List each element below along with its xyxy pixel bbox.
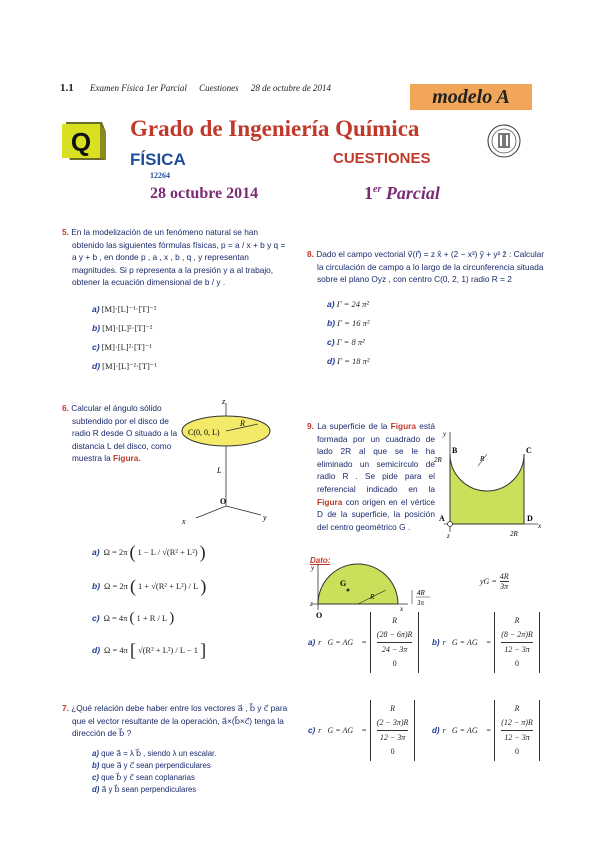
- kind-title: CUESTIONES: [333, 150, 431, 167]
- q9-text-a: La superficie de la: [317, 421, 388, 431]
- partial-sup: er: [373, 184, 382, 195]
- q8-option-c[interactable]: c) Γ = 8 π²: [327, 336, 365, 347]
- university-seal-icon: [487, 124, 521, 163]
- q9-option-b[interactable]: b) r⃗G = AG⃗ = R (8 − 2π)R 12 − 3π 0: [432, 612, 540, 673]
- date-line: 28 de octubre de 2014: [250, 83, 332, 93]
- q6-axis-y: y: [263, 513, 267, 522]
- q8-text: Dado el campo vectorial v⃗(r⃗) = z x̂ + (2 − x³) ŷ + y² ẑ : Calcular la circulación de campo a lo largo de la circunferencia situada sobre el plano Oyz , con centro C(0, 2, 1) radio R = 2: [316, 249, 545, 285]
- q6-figura-word: Figura.: [113, 453, 141, 464]
- q6-option-b[interactable]: b) Ω = 2π ( 1 + √(R² + L²) / L ): [92, 575, 207, 596]
- exam-date: 28 octubre 2014: [150, 185, 259, 202]
- q8-option-d[interactable]: d) Γ = 18 π²: [327, 355, 370, 366]
- partial-word: Parcial: [385, 183, 440, 203]
- model-badge: [410, 84, 532, 110]
- q6-option-c[interactable]: c) Ω = 4π ( 1 + R / L ): [92, 609, 175, 626]
- section-label: Cuestiones: [199, 83, 239, 93]
- dato-dim-den: 3π: [417, 599, 425, 607]
- q6-text: Calcular el ángulo sólido subtendido por el disco de radio R desde O situado a la distancia L del disco, como muestra la: [71, 403, 178, 464]
- q9-text-c: con origen en el vértice D de la superficie, la posición del centro geométrico G .: [317, 496, 435, 532]
- q6-radius-label: R: [240, 419, 245, 428]
- q7-number: 7.: [62, 703, 69, 713]
- dato-label: Dato:: [310, 556, 331, 565]
- dato-axis-y: y: [311, 564, 315, 572]
- q5-option-d[interactable]: d) [M]·[L]⁻²·[T]⁻¹: [92, 360, 157, 371]
- q5-option-a[interactable]: a) [M]·[L]⁻¹·[T]⁻²: [92, 303, 157, 314]
- q5-option-c[interactable]: c) [M]·[L]²·[T]⁻¹: [92, 341, 152, 352]
- q9-option-d[interactable]: d) r⃗G = AG⃗ = R (12 − π)R 12 − 3π 0: [432, 700, 540, 761]
- partial-title: [364, 183, 440, 204]
- q7-option-a[interactable]: a) que a⃗ = λ b⃗ , siendo λ un escalar.: [92, 748, 217, 758]
- subject-title: FÍSICA: [130, 150, 186, 169]
- q9-2R-bottom: 2R: [510, 530, 518, 538]
- dato-R: R: [370, 593, 375, 601]
- question-8: [307, 248, 547, 367]
- q9-vertex-C: C: [526, 446, 532, 455]
- q8-option-a[interactable]: a) Γ = 24 π²: [327, 298, 369, 309]
- q6-axis-x: x: [182, 517, 186, 526]
- q9-figure: [430, 428, 545, 548]
- dato-yG-label: yG =: [480, 577, 497, 586]
- exam-line: Examen Física 1er Parcial: [90, 83, 187, 93]
- question-5: [62, 226, 292, 372]
- dato-G: G: [340, 579, 347, 588]
- q9-number: 9.: [307, 421, 314, 431]
- q5-option-b[interactable]: b) [M]·[L]²·[T]⁻²: [92, 322, 153, 333]
- q9-text-b: está formada por un cuadrado de lado 2R al que se le ha eliminado un semicírculo de radio R . Se pide para el referencial indicado en la: [317, 421, 435, 494]
- q9-figura-word-2: Figura: [317, 496, 343, 507]
- q9-axis-y: y: [443, 430, 447, 438]
- degree-title: Grado de Ingeniería Química: [130, 116, 420, 141]
- q9-option-c[interactable]: c) r⃗G = AG⃗ = R (2 − 3π)R 12 − 3π 0: [308, 700, 415, 761]
- q6-center-label: C(0, 0, L): [188, 428, 220, 437]
- partial-num: 1: [364, 183, 373, 203]
- dato-axis-x: x: [400, 605, 404, 613]
- question-7: [62, 702, 298, 796]
- q6-origin-label: O: [220, 497, 227, 506]
- dato-yG-num: 4R: [499, 572, 509, 581]
- model-label: modelo A: [432, 86, 510, 108]
- q5-number: 5.: [62, 227, 69, 237]
- q9-shape: [450, 454, 524, 524]
- q7-option-b[interactable]: b) que a⃗ y c⃗ sean perpendiculares: [92, 760, 211, 770]
- q5-text: En la modelización de un fenómeno natural se han obtenido las siguientes fórmulas físicas, p = a / x + b y q = a y + b , en donde p , a , x , b , q , y representan magnitudes. Si p representa a la presión y a al trabajo, obtener la ecuación dimensional de b / y .: [71, 227, 286, 288]
- q8-number: 8.: [307, 249, 314, 259]
- q6-figure: [176, 398, 286, 533]
- dato-O: O: [316, 611, 323, 620]
- q9-vertex-B: B: [452, 446, 458, 455]
- q6-option-a[interactable]: a) Ω = 2π ( 1 − L / √(R² + L²) ): [92, 541, 206, 562]
- q7-text: ¿Qué relación debe haber entre los vectores a⃗ , b⃗ y c⃗ para que el vector resultante de la operación, a⃗×(b⃗×c⃗) tenga la dirección de b⃗ ?: [71, 703, 288, 739]
- question-6: [62, 402, 184, 465]
- q8-option-b[interactable]: b) Γ = 16 π²: [327, 317, 370, 328]
- page-number: 1.1: [60, 82, 74, 94]
- q9-2R-left: 2R: [434, 456, 442, 464]
- q9-axis-x: x: [538, 522, 542, 530]
- q6-length-label: L: [217, 466, 222, 475]
- q6-options: [92, 538, 206, 664]
- q9-radius-label: R: [480, 455, 485, 463]
- logo-letter: Q: [70, 127, 92, 157]
- q6-option-d[interactable]: d) Ω = 4π [ √(R² + L²) / L − 1 ]: [92, 639, 207, 660]
- q9-vertex-A: A: [439, 514, 445, 523]
- q9-vertex-D: D: [527, 514, 533, 523]
- question-9: [307, 420, 435, 533]
- dato-yG-den: 3π: [500, 582, 509, 591]
- subject-code: 12264: [150, 171, 170, 180]
- dato-yG: [480, 572, 509, 591]
- q-logo-icon: [60, 118, 106, 164]
- header-line: [60, 82, 331, 94]
- q9-figura-word: Figura: [390, 421, 417, 431]
- q6-number: 6.: [62, 403, 69, 413]
- q7-option-d[interactable]: d) a⃗ y b⃗ sean perpendiculares: [92, 784, 197, 794]
- q6-axis-z: z: [222, 398, 226, 406]
- q7-option-c[interactable]: c) que b⃗ y c⃗ sean coplanarias: [92, 772, 195, 782]
- q9-option-a[interactable]: a) r⃗G = AG⃗ = R (28 − 6π)R 24 − 3π 0: [308, 612, 419, 673]
- dato-dim: 4R: [417, 589, 425, 597]
- logo-q: [60, 118, 106, 164]
- q9-axis-z: z: [447, 532, 450, 540]
- dato-axis-z: z: [310, 600, 313, 608]
